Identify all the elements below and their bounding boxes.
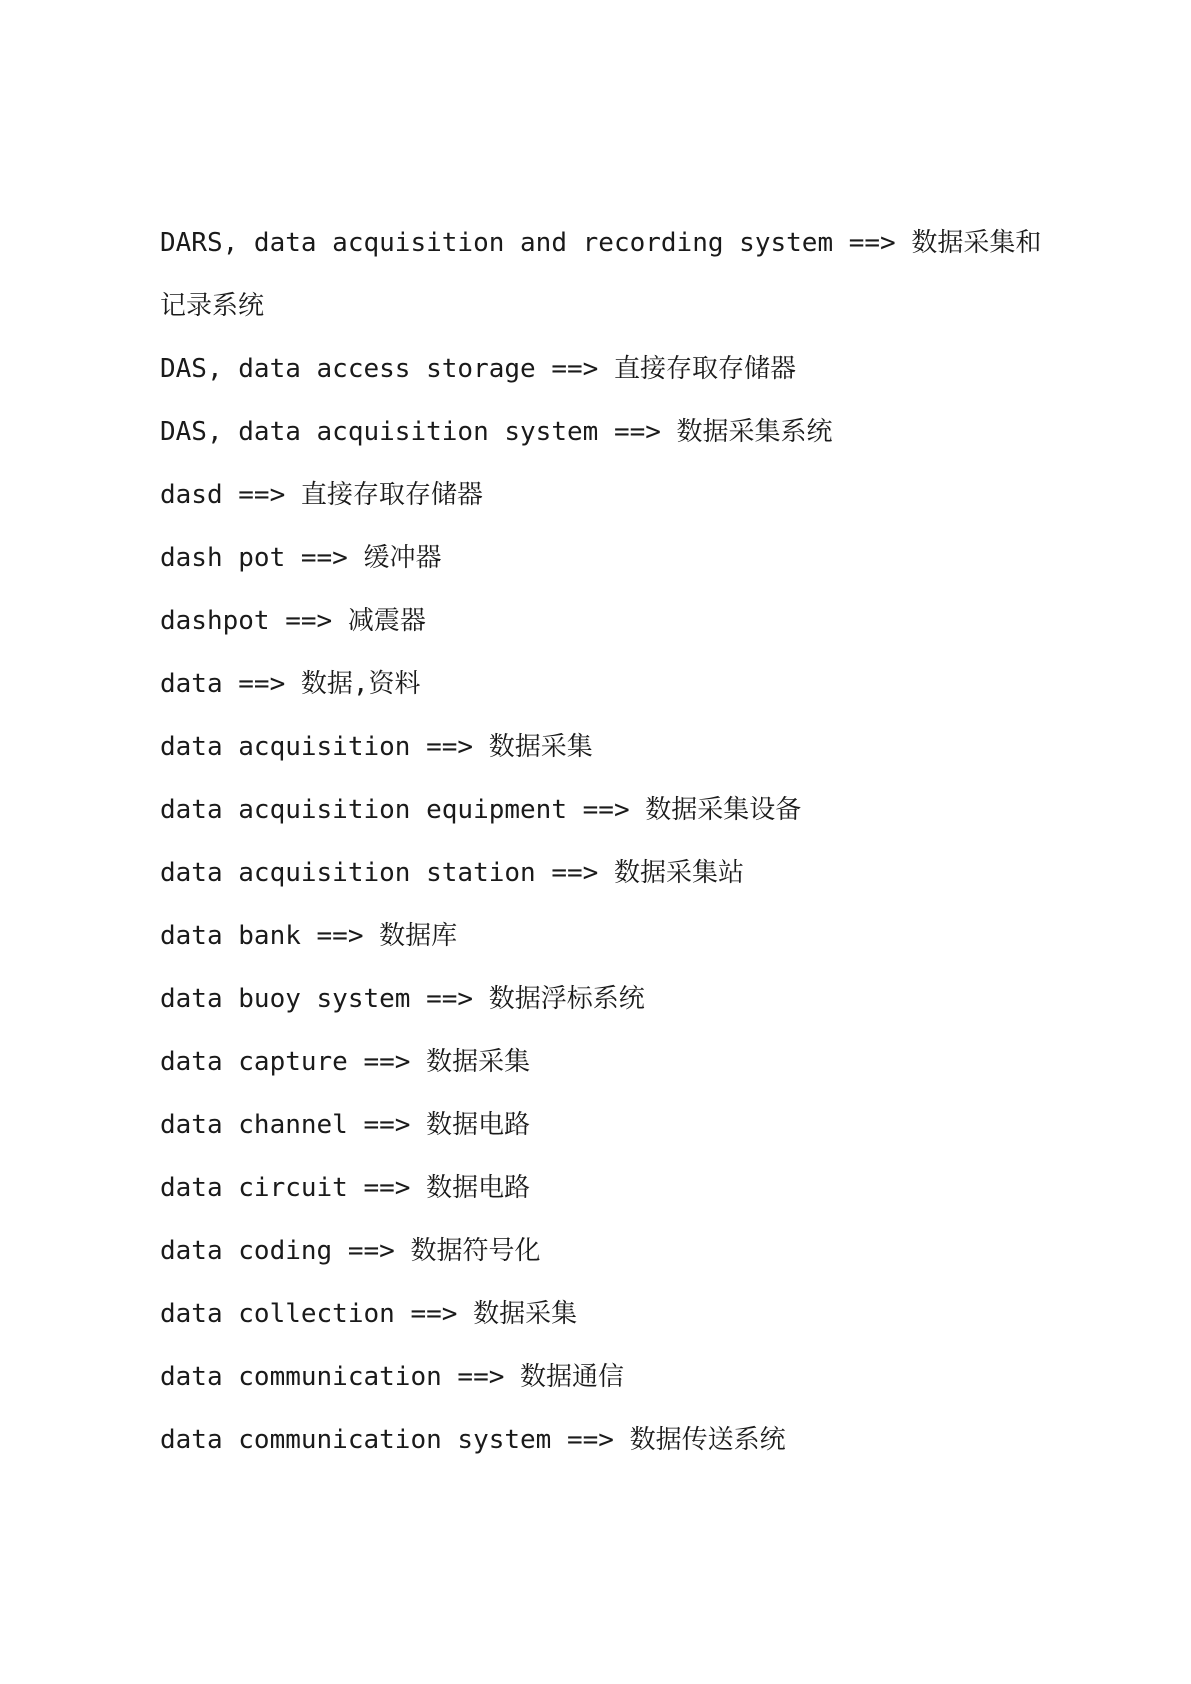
glossary-entry: dashpot ==> 减震器 bbox=[160, 606, 426, 636]
glossary-entry: DARS, data acquisition and recording system ==> 数据采集和记录系统 bbox=[160, 228, 1042, 321]
glossary-entry: data collection ==> 数据采集 bbox=[160, 1299, 578, 1329]
glossary-entry: data channel ==> 数据电路 bbox=[160, 1110, 531, 1140]
glossary-entry: data ==> 数据,资料 bbox=[160, 669, 421, 699]
glossary-entry: data communication system ==> 数据传送系统 bbox=[160, 1425, 786, 1455]
glossary-entry: data acquisition ==> 数据采集 bbox=[160, 732, 593, 762]
glossary-entry: dasd ==> 直接存取存储器 bbox=[160, 480, 483, 510]
glossary-entry: data capture ==> 数据采集 bbox=[160, 1047, 531, 1077]
glossary-entry: DAS, data acquisition system ==> 数据采集系统 bbox=[160, 417, 833, 447]
glossary-entry: dash pot ==> 缓冲器 bbox=[160, 543, 442, 573]
glossary-entry: data acquisition station ==> 数据采集站 bbox=[160, 858, 744, 888]
glossary-entry: data coding ==> 数据符号化 bbox=[160, 1236, 541, 1266]
glossary-entry: data communication ==> 数据通信 bbox=[160, 1362, 625, 1392]
glossary-entry: data buoy system ==> 数据浮标系统 bbox=[160, 984, 645, 1014]
glossary-entry: DAS, data access storage ==> 直接存取存储器 bbox=[160, 354, 796, 384]
glossary-entry: data acquisition equipment ==> 数据采集设备 bbox=[160, 795, 802, 825]
glossary-entry: data circuit ==> 数据电路 bbox=[160, 1173, 531, 1203]
glossary-list bbox=[160, 212, 1060, 1472]
glossary-entry: data bank ==> 数据库 bbox=[160, 921, 458, 951]
